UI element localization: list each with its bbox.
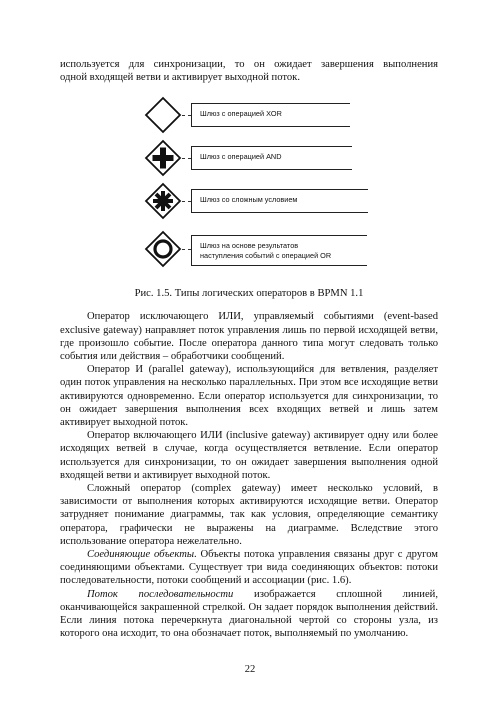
page-number: 22 [244,664,256,675]
paragraph: Оператор исключающего ИЛИ, управляемый событиями (event-based exclusive gateway) направляет поток управления лишь по первой исходящей ветви, где произошло событие. После оператора данного типа могут следовать только события или действия – обработчики сообщений. [60,311,438,363]
paragraph: Оператор включающего ИЛИ (inclusive gateway) активирует одну или более исходящих ветвей в случае, когда осуществляется ветвление. Если оператор используется для синхронизации, то он ожидает завершения выполнения одной входящей ветви и активирует выходной поток. [60,430,438,481]
paragraph [60,588,438,641]
annotation-xor [191,103,350,127]
annotation-and [191,146,352,170]
page-body [60,58,438,640]
intro-line-1: используется для синхронизации, то он ожидает завершения выполнения [60,59,438,70]
association-line [182,201,191,202]
figure-gateway-types [60,90,438,286]
figure-caption: Рис. 1.5. Типы логических операторов в BPMN 1.1 [134,288,364,300]
annotation-label-line-1: Шлюз на основе результатов [200,241,299,251]
intro-line-2: одной входящей ветви и активирует выходной поток. [60,72,300,84]
annotation-label-line-2: наступления событий с операцией OR [200,251,332,261]
paragraph: Сложный оператор (complex gateway) имеет несколько условий, в зависимости от выполнения которых активируются исходящие ветви. Оператор затрудняет понимание диаграммы, так как условия, определяющие семантику оператора, графически не выражены на диаграмме. Вследствие этого использование оператора нежелательно. [60,483,438,547]
paragraph-text: . Объекты потока управления связаны друг с другом соединяющими объектами. Существует три вида соединяющих объектов: потоки последовательности, потоки сообщений и ассоциации (рис. 1.6). [60,549,438,587]
association-line [182,158,191,159]
complex-gateway-icon [144,182,182,220]
paragraph: Оператор И (parallel gateway), использующийся для ветвления, разделяет один поток управления на несколько параллельных. При этом все исходящие ветви активируются одновременно. Если оператор используется для синхронизации, то он ожидает завершения выполнения всех входящих ветвей и лишь затем активирует выходной поток. [60,364,438,429]
term-emphasis: Поток последовательности [87,588,234,600]
paragraph-text: изображается сплошной линией, оканчивающейся закрашенной стрелкой. Он задает порядок выполнения действий. Если линия потока перечеркнута диагональной чертой со стороны узла, из которого она исходит, то она обозначает поток, выполняемый по умолчанию. [60,588,438,640]
annotation-complex [191,189,368,213]
term-emphasis: Соединяющие объекты [87,549,195,561]
annotation-label: Шлюз с операцией AND [200,152,282,162]
event-based-gateway-icon [144,230,182,268]
association-line [182,115,191,116]
annotation-label: Шлюз с операцией XOR [200,109,282,119]
paragraph [60,548,438,588]
and-gateway-icon [144,139,182,177]
xor-gateway-icon [144,96,182,134]
association-line [182,249,191,250]
annotation-label: Шлюз со сложным условием [200,195,298,205]
annotation-event-based [191,235,367,266]
